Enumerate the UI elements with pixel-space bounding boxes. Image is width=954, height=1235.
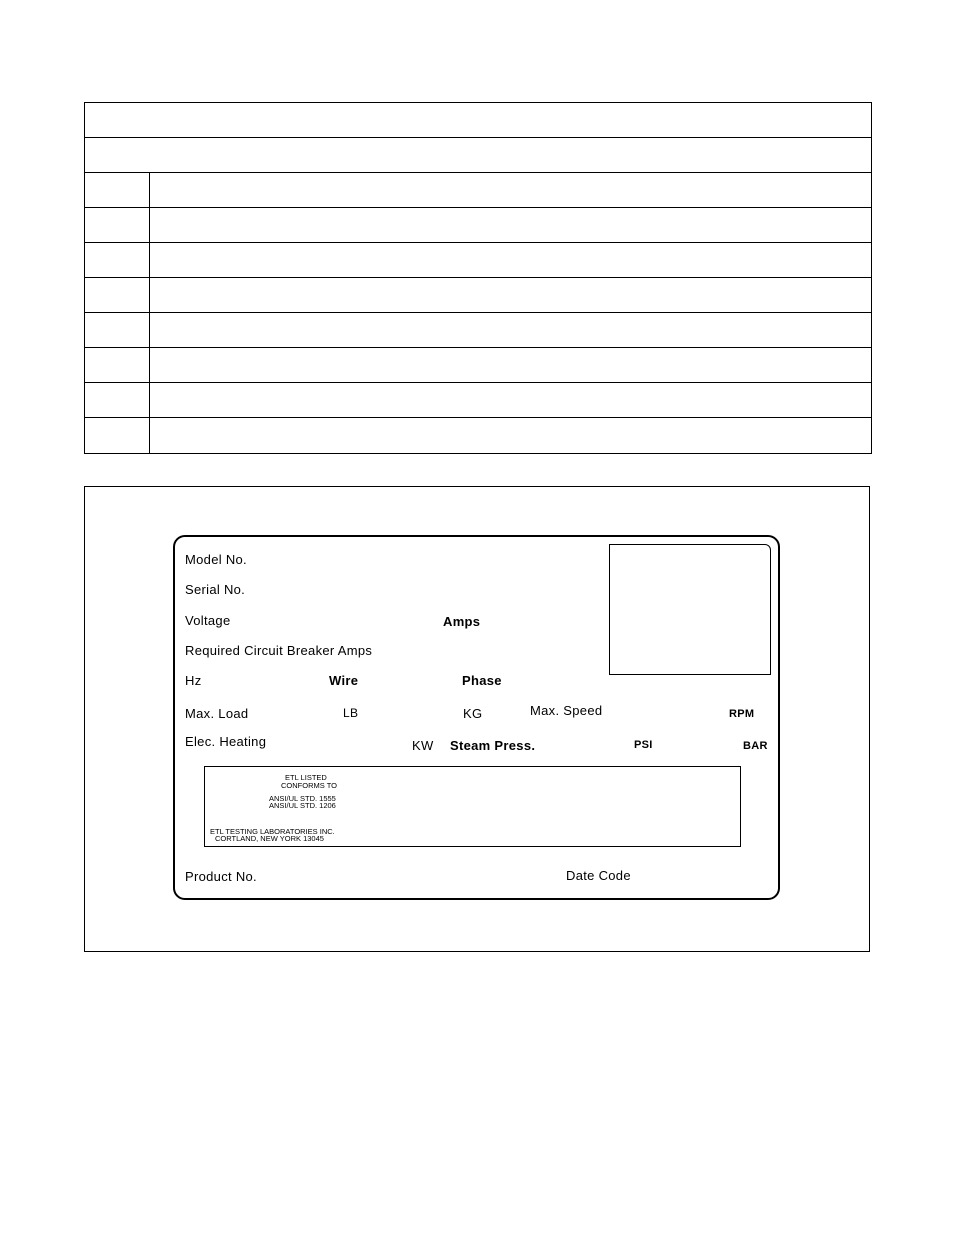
etl-address: CORTLAND, NEW YORK 13045: [215, 834, 324, 843]
form-cell-value: [150, 348, 871, 382]
form-cell-value: [150, 313, 871, 347]
form-cell-number: [85, 348, 150, 382]
label-rpm: RPM: [729, 708, 755, 720]
label-lb: LB: [343, 706, 359, 720]
form-row: [85, 173, 871, 208]
form-cell-value: [150, 278, 871, 312]
form-row: [85, 348, 871, 383]
form-row: [85, 208, 871, 243]
label-max-load: Max. Load: [185, 706, 249, 721]
label-serial-no: Serial No.: [185, 582, 246, 597]
form-cell-value: [150, 208, 871, 242]
form-cell-number: [85, 418, 150, 453]
form-cell-value: [150, 243, 871, 277]
label-hz: Hz: [185, 673, 202, 688]
label-breaker-amps: Required Circuit Breaker Amps: [185, 643, 373, 658]
label-product-no: Product No.: [185, 869, 257, 884]
etl-conforms: CONFORMS TO: [281, 781, 337, 790]
label-bar: BAR: [743, 740, 768, 752]
form-row: [85, 418, 871, 453]
plate-logo-area: [609, 544, 771, 675]
form-cell-value: [150, 418, 871, 453]
label-steam-press: Steam Press.: [450, 738, 536, 753]
label-phase: Phase: [462, 673, 502, 688]
form-cell-number: [85, 173, 150, 207]
label-kg: KG: [463, 706, 483, 721]
label-wire: Wire: [329, 673, 359, 688]
label-model-no: Model No.: [185, 552, 247, 567]
etl-laboratory: ETL TESTING LABORATORIES INC.: [210, 827, 335, 836]
form-row: [85, 383, 871, 418]
blank-form-table: [84, 102, 872, 454]
form-row: [85, 243, 871, 278]
form-cell-number: [85, 208, 150, 242]
form-cell-number: [85, 243, 150, 277]
label-voltage: Voltage: [185, 613, 231, 628]
label-kw: KW: [412, 738, 434, 753]
form-row-header: [85, 103, 871, 138]
form-cell-number: [85, 313, 150, 347]
label-psi: PSI: [634, 739, 653, 751]
form-cell-value: [150, 383, 871, 417]
label-elec-heating: Elec. Heating: [185, 734, 267, 749]
etl-standard-1206: ANSI/UL STD. 1206: [269, 801, 336, 810]
form-row: [85, 313, 871, 348]
form-cell-value: [150, 173, 871, 207]
label-max-speed: Max. Speed: [530, 703, 603, 718]
label-date-code: Date Code: [566, 868, 631, 883]
form-cell-number: [85, 383, 150, 417]
etl-standard-1555: ANSI/UL STD. 1555: [269, 794, 336, 803]
form-row: [85, 278, 871, 313]
etl-listed: ETL LISTED: [285, 773, 327, 782]
form-cell-number: [85, 278, 150, 312]
label-amps: Amps: [443, 614, 481, 629]
form-row-subheader: [85, 138, 871, 173]
